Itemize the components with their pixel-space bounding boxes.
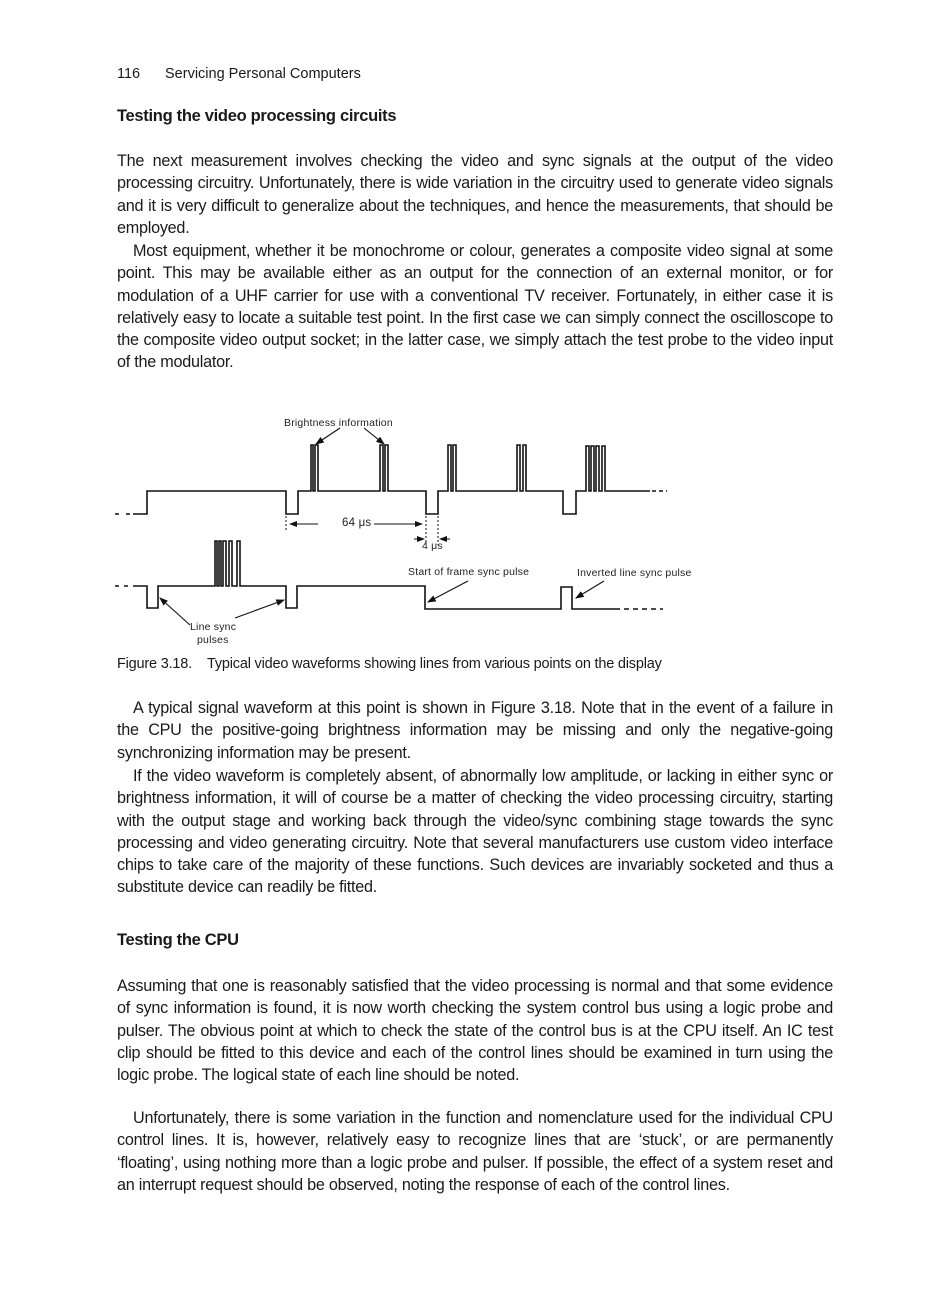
figure-caption-text: Typical video waveforms showing lines from various points on the display bbox=[207, 656, 662, 672]
paragraph: Unfortunately, there is some variation in the function and nomenclature used for the individual CPU control lines. It is, however, relatively easy to recognize lines that are ‘stuck’, or are permanently ‘floating’, using nothing more than a logic probe and pulser. If possible, the effect of a system reset and an interrupt request should be observed, noting the response of each of the control lines. bbox=[117, 1109, 833, 1194]
label-period-64us: 64 μs bbox=[339, 517, 374, 529]
label-sync-width-4us: 4 μs bbox=[422, 540, 443, 552]
running-head bbox=[117, 66, 361, 82]
label-inverted-line-sync: Inverted line sync pulse bbox=[577, 567, 692, 579]
figure-caption bbox=[117, 656, 662, 672]
section-heading-cpu: Testing the CPU bbox=[117, 931, 239, 949]
book-title: Servicing Personal Computers bbox=[165, 66, 361, 82]
label-line-sync: Line sync bbox=[190, 621, 237, 633]
paragraph: The next measurement involves checking the video and sync signals at the output of the video processing circuitry. Unfortunately, there is wide variation in the circuitry used to generate video signals and it is very difficult to generalize about the techniques, and hence the measurements, that should be employed. bbox=[117, 152, 833, 237]
figure-number: Figure 3.18. bbox=[117, 656, 192, 672]
paragraph: Most equipment, whether it be monochrome or colour, generates a composite video signal at some point. This may be available either as an output for the connection of an external monitor, or for modulation of a UHF carrier for use with a conventional TV receiver. Fortunately, in either case it is relatively easy to locate a suitable test point. In the first case we can simply connect the oscilloscope to the composite video output socket; in the latter case, we simply attach the test probe to the video input of the modulator. bbox=[117, 242, 833, 372]
paragraph: Assuming that one is reasonably satisfied that the video processing is normal and that some evidence of sync information is found, it is now worth checking the system control bus using a logic probe and pulser. The obvious point at which to check the state of the control bus is at the CPU itself. An IC test clip should be fitted to this device and each of the control lines should be examined in turn using the logic probe. The logical state of each line should be noted. bbox=[117, 977, 833, 1085]
section-heading-video: Testing the video processing circuits bbox=[117, 107, 397, 125]
label-line-sync-pulses: pulses bbox=[197, 634, 229, 646]
label-frame-sync-pulse: Start of frame sync pulse bbox=[408, 566, 530, 578]
label-brightness-information: Brightness information bbox=[284, 417, 393, 429]
paragraph: If the video waveform is completely absent, of abnormally low amplitude, or lacking in either sync or brightness information, it will of course be a matter of checking the video processing circuitry, starting with the output stage and working back through the video/sync combining stage towards the sync processing and video generating circuitry. Note that several manufacturers use custom video interface chips to take care of the majority of these functions. Such devices are invariably socketed and thus a substitute device can readily be fitted. bbox=[117, 767, 833, 897]
paragraph: A typical signal waveform at this point is shown in Figure 3.18. Note that in the event of a failure in the CPU the positive-going brightness information may be missing and only the negative-going synchronizing information may be present. bbox=[117, 699, 833, 762]
figure-video-waveforms bbox=[0, 400, 936, 660]
waveform-diagram bbox=[0, 400, 936, 660]
page-number: 116 bbox=[117, 66, 141, 82]
